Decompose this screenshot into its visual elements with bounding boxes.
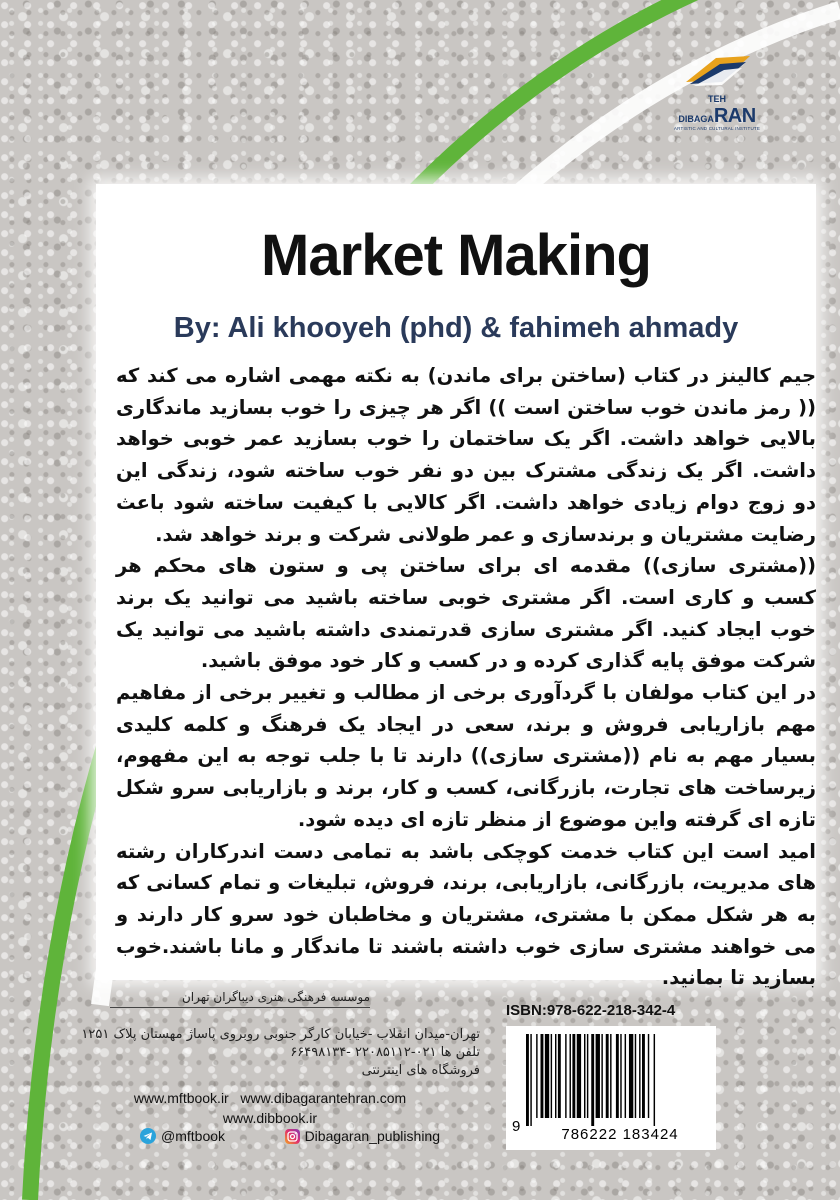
isbn-number: ISBN:978-622-218-342-4 [506, 1002, 676, 1019]
website-mftbook[interactable]: www.mftbook.ir [133, 1090, 229, 1106]
barcode-bar [565, 1034, 566, 1118]
publisher-phone: تلفن ها ۰۲۱-۲۲۰۸۵۱۱۲ -۶۶۴۹۸۱۳۴ [290, 1045, 480, 1060]
barcode-bar [587, 1034, 588, 1118]
website-dibbook[interactable]: www.dibbook.ir [222, 1110, 318, 1126]
paragraph-4: امید است این کتاب خدمت کوچکی باشد به تمامی دست اندرکاران رشته های مدیریت، بازرگانی، بازاریابی، برند، فروش، تبلیغات و تمام کسانی که به هر شکل ممکن با مشتری، مشتریان و مخاطبان خود سرو کار دارند و می خواهند مشتری سازی خوب داشته باشند تا ماندگار و مانا باشند.خوب بسازید تا بمانید. [116, 839, 816, 990]
barcode-bar [629, 1034, 633, 1118]
barcode-bar [530, 1034, 531, 1126]
logo-text-teh: TEH [708, 94, 726, 104]
barcode-bar [620, 1034, 621, 1118]
barcode-bar [625, 1034, 626, 1118]
publisher-address: تهران-میدان انقلاب -خیابان کارگر جنوبی روبروی پاساژ مهستان پلاک ۱۲۵۱ [81, 1027, 480, 1042]
barcode-bar [536, 1034, 537, 1118]
barcode-bar [601, 1034, 602, 1118]
logo-text-dibaga: DIBAGA [678, 114, 714, 124]
barcode-digits: 786222 183424 [561, 1126, 679, 1143]
book-title: Market Making [261, 223, 651, 288]
instagram-icon [285, 1129, 300, 1144]
barcode-bar [584, 1034, 585, 1118]
social-links [140, 1128, 440, 1144]
instagram-handle: Dibagaran_publishing [304, 1128, 440, 1144]
barcode-bar [577, 1034, 581, 1118]
logo-text-ran: RAN [713, 105, 756, 127]
barcode-bar [558, 1034, 561, 1118]
telegram-handle: @mftbook [161, 1128, 226, 1144]
back-cover-description [116, 360, 816, 994]
publisher-logo [672, 52, 762, 132]
publisher-name: موسسه فرهنگی هنری دیباگران تهران [110, 990, 370, 1008]
telegram-icon [140, 1128, 156, 1144]
barcode-bar [570, 1034, 571, 1118]
isbn-barcode [506, 1026, 716, 1150]
paragraph-1: جیم کالینز در کتاب (ساختن برای ماندن) به نکته مهمی اشاره می کند که (( رمز ماندن خوب ساختن است )) اگر هر چیزی را خوب بسازید ماندگاری بالایی خواهد داشت. اگر یک ساختمان را خوب بسازید عمر خوبی خواهد داشت. اگر یک زندگی مشترک بین دو نفر خوب ساخته شود، زندگی این دو زوج دوام زیادی خواهد داشت. اگر کالایی با کیفیت ساخته شود باعث رضایت مشتریان و برندسازی و عمر طولانی شرکت و برند خواهد شد. [116, 364, 816, 546]
online-stores-label: فروشگاه های اینترنتی [361, 1063, 480, 1078]
barcode-bar [555, 1034, 556, 1118]
barcode-bar [551, 1034, 552, 1118]
book-emblem-icon [680, 52, 752, 90]
barcode-bars [526, 1034, 702, 1126]
barcode-bar [526, 1034, 529, 1126]
barcode-bar [606, 1034, 609, 1118]
barcode-bar [616, 1034, 619, 1118]
publisher-contact [40, 1026, 480, 1080]
paragraph-2: ((مشتری سازی)) مقدمه ای برای ساختن پی و ستون های محکم هر کسب و کاری است. اگر مشتری خوبی ساخته باشید می توانید یک برند خوب ایجاد کنید. اگر مشتری سازی قدرتمندی داشته باشید می توانید یک شرکت موفق پایه گذاری کرده و در کسب و کار خود موفق باشید. [116, 554, 816, 673]
telegram-link[interactable] [140, 1128, 225, 1144]
barcode-lead-digit: 9 [512, 1118, 521, 1135]
paragraph-3: در این کتاب مولفان با گردآوری برخی از مطالب و تغییر برخی از مفاهیم مهم بازاریابی فروش و برند، سعی در ایجاد یک فرهنگ و کلمه کلیدی بسیار مهم به نام ((مشتری سازی)) دارند تا با جلب توجه به این مفهوم، زیرساخت های تجارت، بازرگانی، کسب و کار، برند و بازاریابی سرو شکل تازه ای گرفته واین موضوع از منظر تازه ای دیده شود. [116, 681, 816, 831]
barcode-bar [648, 1034, 649, 1118]
book-authors: By: Ali khooyeh (phd) & fahimeh ahmady [173, 312, 739, 344]
logo-subtitle: ARTISTIC AND CULTURAL INSTITUTE [673, 126, 761, 131]
barcode-bar [545, 1034, 549, 1118]
barcode-bar [596, 1034, 600, 1118]
barcode-bar [591, 1034, 594, 1126]
barcode-bar [572, 1034, 575, 1118]
instagram-link[interactable] [285, 1128, 440, 1144]
website-links [100, 1088, 440, 1128]
barcode-bar [541, 1034, 544, 1118]
barcode-bar [635, 1034, 636, 1118]
website-dibagarantehran[interactable]: www.dibagarantehran.com [240, 1090, 407, 1106]
barcode-bar [642, 1034, 645, 1118]
barcode-bar [654, 1034, 655, 1126]
barcode-bar [610, 1034, 611, 1118]
barcode-bar [639, 1034, 640, 1118]
